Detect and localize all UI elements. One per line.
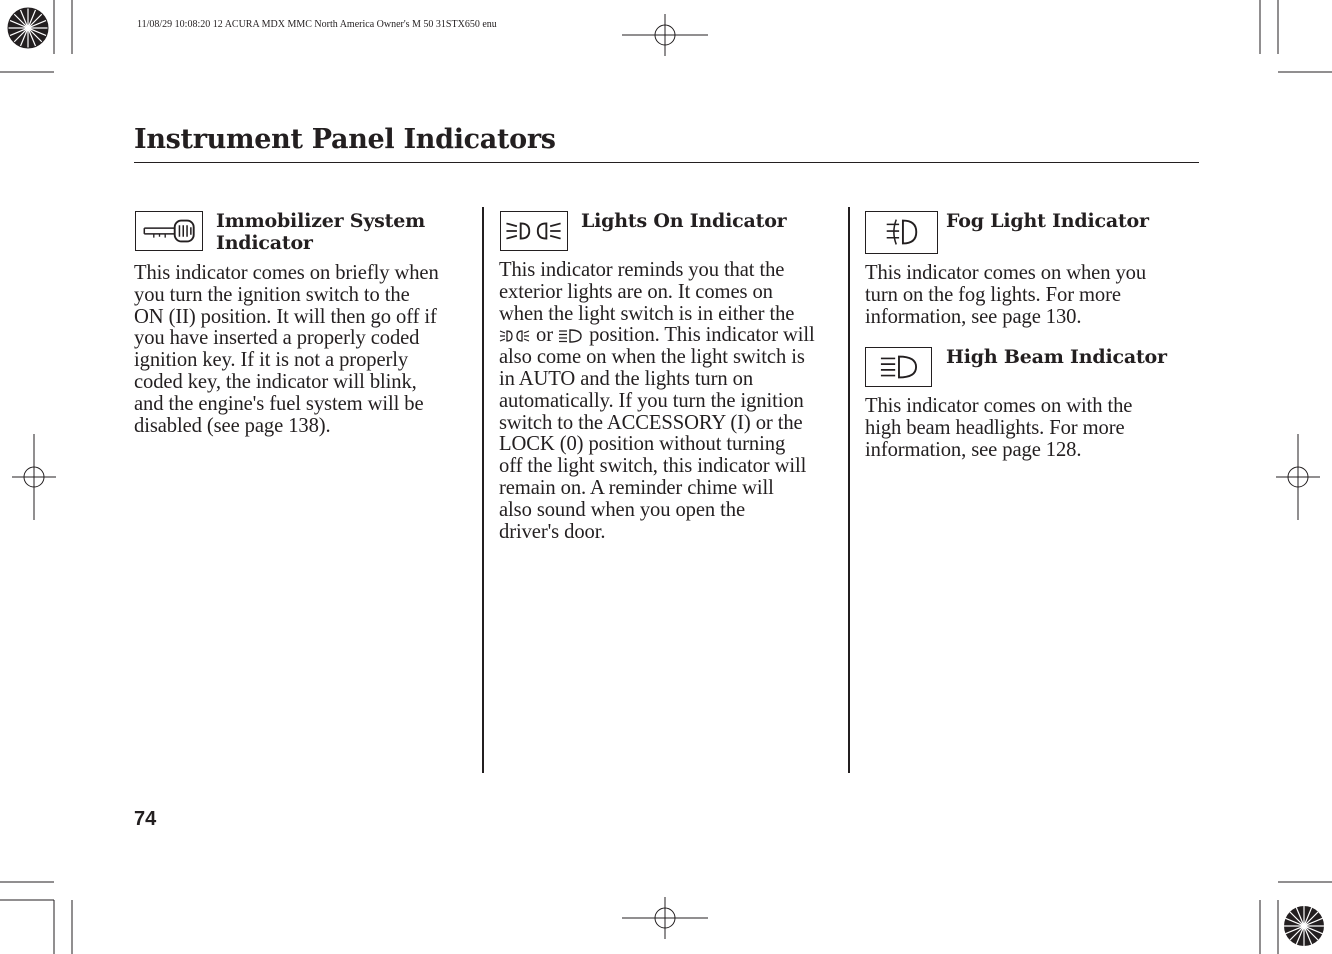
body-line: turn on the fog lights. For more [865, 283, 1121, 306]
immobilizer-heading [216, 210, 425, 254]
body-line-with-icons [499, 325, 815, 347]
body-line: This indicator comes on when you [865, 262, 1147, 284]
title-rule [134, 162, 1199, 163]
body-line: This indicator comes on with the [865, 395, 1133, 417]
body-text-fragment: or [531, 324, 559, 347]
body-line: coded key, the indicator will blink, [134, 370, 417, 393]
body-line: off the light switch, this indicator will [499, 455, 807, 478]
body-line: This indicator comes on briefly when [134, 262, 439, 284]
lights-on-body [499, 260, 815, 543]
high-beam-icon [865, 347, 932, 387]
lights-on-icon [500, 211, 568, 251]
immobilizer-body [134, 263, 439, 437]
high-beam-heading: High Beam Indicator [946, 346, 1167, 368]
body-line: when the light switch is in either the [499, 302, 795, 325]
body-line: and the engine's fuel system will be [134, 392, 424, 415]
page-title: Instrument Panel Indicators [134, 124, 556, 155]
body-line: ON (II) position. It will then go off if [134, 305, 437, 328]
fog-light-heading: Fog Light Indicator [946, 210, 1149, 232]
immobilizer-heading-line1: Immobilizer System [216, 210, 426, 232]
body-line: information, see page 130. [865, 305, 1082, 328]
lights-on-heading: Lights On Indicator [581, 210, 787, 232]
body-line: LOCK (0) position without turning [499, 433, 786, 456]
parking-lights-inline-icon [499, 328, 531, 344]
body-line: in AUTO and the lights turn on [499, 367, 754, 390]
body-line: you have inserted a properly coded [134, 327, 420, 350]
body-line: ignition key. If it is not a properly [134, 349, 409, 372]
body-line: information, see page 128. [865, 438, 1082, 461]
high-beam-body [865, 396, 1132, 461]
headlights-inline-icon [558, 328, 584, 344]
print-header-line: 11/08/29 10:08:20 12 ACURA MDX MMC North America Owner's M 50 31STX650 enu [137, 19, 497, 30]
body-line: This indicator reminds you that the [499, 259, 785, 281]
immobilizer-heading-line2: Indicator [216, 232, 313, 254]
body-line: also sound when you open the [499, 498, 746, 521]
body-line: automatically. If you turn the ignition [499, 389, 804, 412]
column-divider-1 [482, 207, 484, 773]
immobilizer-key-icon [135, 211, 203, 251]
fog-light-body [865, 263, 1146, 328]
body-line: exterior lights are on. It comes on [499, 280, 773, 303]
body-line: disabled (see page 138). [134, 414, 331, 437]
body-line: also come on when the light switch is [499, 346, 805, 369]
body-text-fragment: position. This indicator will [584, 324, 815, 347]
body-line: switch to the ACCESSORY (I) or the [499, 411, 803, 434]
page-number: 74 [134, 808, 157, 830]
column-divider-2 [848, 207, 850, 773]
body-line: remain on. A reminder chime will [499, 476, 774, 499]
body-line: driver's door. [499, 520, 606, 543]
body-line: you turn the ignition switch to the [134, 283, 410, 306]
body-line: high beam headlights. For more [865, 416, 1125, 439]
fog-light-icon [865, 211, 938, 254]
